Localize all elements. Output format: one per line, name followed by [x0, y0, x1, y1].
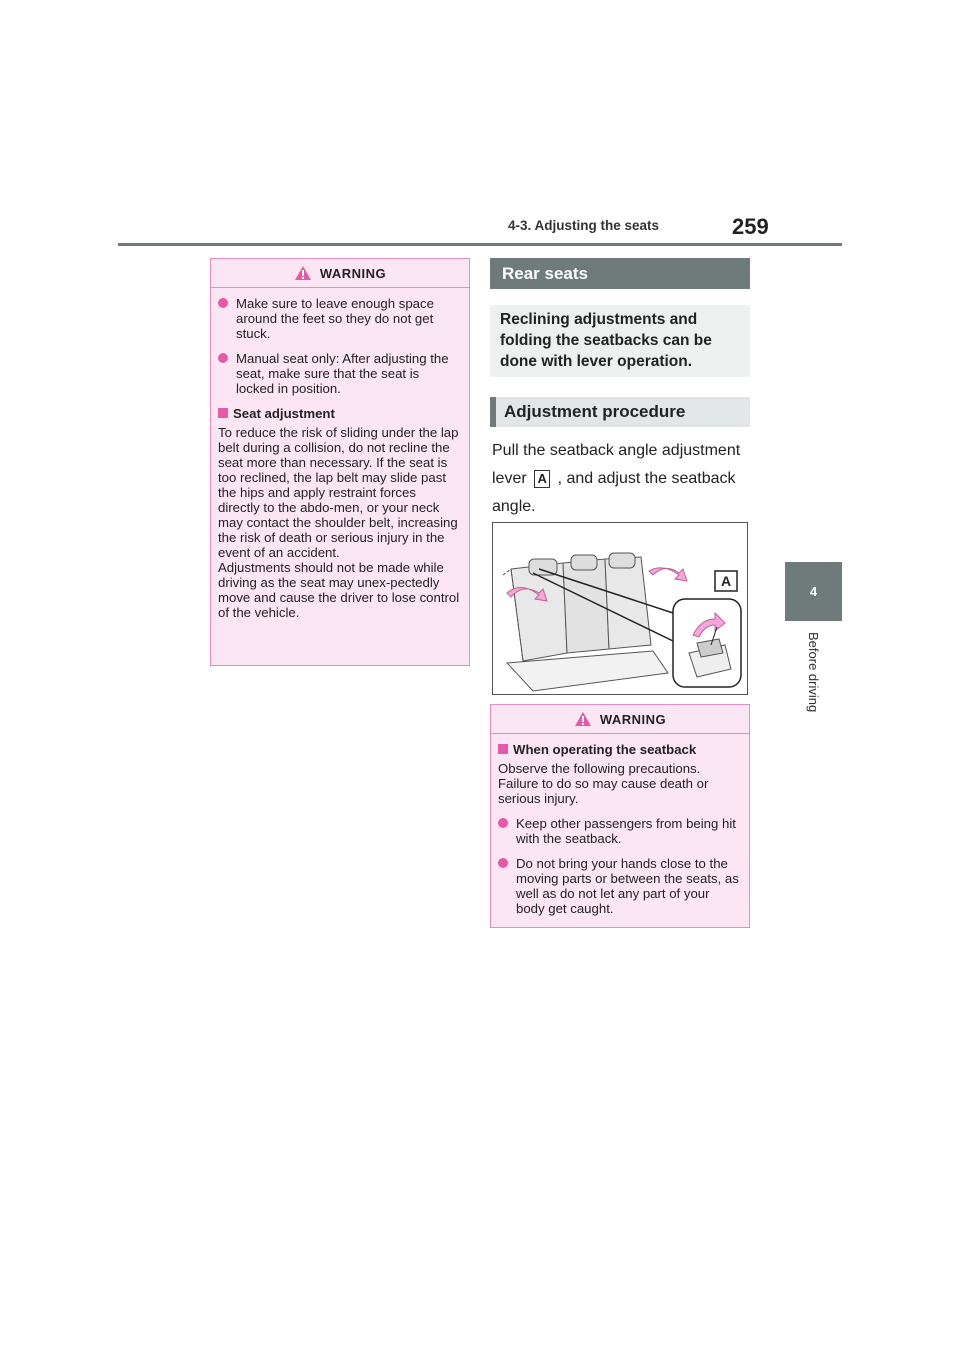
warning-header — [491, 705, 749, 734]
warning-heading: WARNING — [319, 265, 387, 281]
chapter-label: Before driving — [806, 632, 821, 713]
figure-callout-a: A — [720, 573, 732, 589]
bullet-dot-icon — [218, 298, 228, 308]
procedure-text: Pull the seatback angle adjustment lever A , and adjust the seatback angle. — [492, 442, 741, 515]
section-title-rear-seats: Rear seats — [490, 258, 750, 289]
intro-box: Reclining adjustments and folding the seatbacks can be done with lever operation. — [490, 305, 750, 377]
warning-box-right — [490, 704, 750, 928]
bullet-dot-icon — [218, 353, 228, 363]
header-rule — [118, 243, 842, 246]
warning-bullet: Do not bring your hands close to the moving parts or between the seats, as well as do not let any part of your body get caught. — [498, 856, 741, 916]
warning-paragraph-2: Adjustments should not be made while driving as the seat may unex-pectedly move and cause the driver to lose control of the vehicle. — [218, 560, 460, 620]
seatback-left — [511, 563, 567, 661]
warning-bullet: Keep other passengers from being hit with the seatback. — [498, 816, 741, 846]
warning-subheading: Seat adjustment — [218, 406, 461, 421]
warning-bullet: Make sure to leave enough space around the feet so they do not get stuck. — [218, 296, 461, 341]
header-section-title: 4-3. Adjusting the seats — [508, 218, 660, 233]
warning-paragraph: Observe the following precautions. Failure to do so may cause death or serious injury. — [498, 761, 709, 806]
square-bullet-icon — [498, 744, 508, 754]
warning-body — [491, 734, 749, 934]
subsection-title: Adjustment procedure — [490, 397, 750, 427]
warning-paragraph: To reduce the risk of sliding under the lap belt during a collision, do not recline the seat more than necessary. If the seat is too reclined, the lap belt may slide past the hips and apply restraint forces directly to the abdo-men, or your neck may contact the shoulder belt, increasing the risk of death or serious injury in the event of an accident. — [218, 425, 459, 560]
warning-body — [211, 288, 469, 638]
warning-heading: WARNING — [599, 711, 667, 727]
warning-box-left — [210, 258, 470, 666]
square-bullet-icon — [218, 408, 228, 418]
recline-arrow-right — [649, 568, 687, 581]
chapter-tab — [785, 562, 842, 621]
warning-bullet: Manual seat only: After adjusting the seat, make sure that the seat is locked in position. — [218, 351, 461, 396]
bullet-dot-icon — [498, 858, 508, 868]
warning-triangle-icon — [574, 711, 592, 727]
warning-subheading: When operating the seatback — [498, 742, 741, 757]
callout-a: A — [534, 470, 550, 488]
page-number: 259 — [732, 214, 769, 239]
warning-triangle-icon — [294, 265, 312, 281]
seat-illustration — [492, 522, 748, 695]
bullet-dot-icon — [498, 818, 508, 828]
rear-seat-drawing — [493, 523, 747, 694]
warning-header — [211, 259, 469, 288]
chapter-number: 4 — [809, 584, 818, 599]
